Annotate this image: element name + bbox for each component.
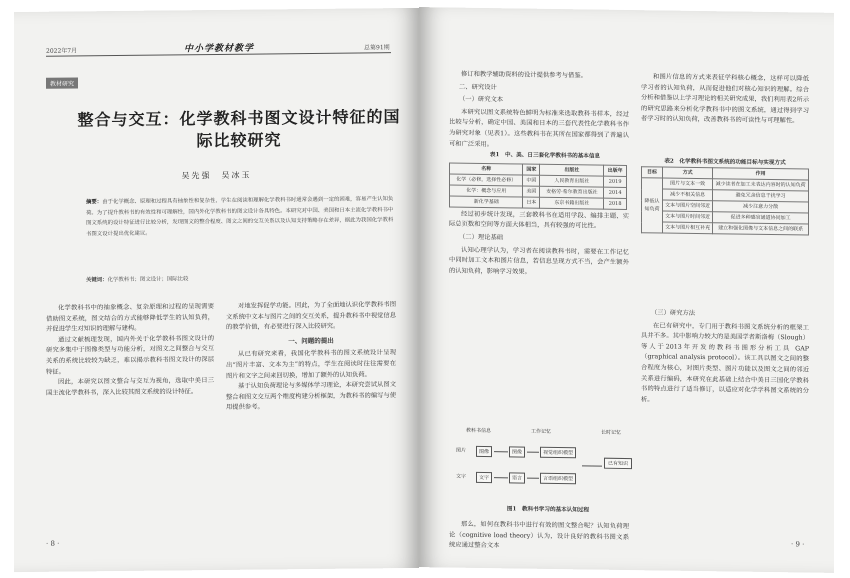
diagram-arrow (494, 477, 508, 478)
page-number: · 9 · (791, 540, 805, 549)
table-cell: 图片与文本一致 (663, 178, 713, 190)
subsection-heading: （一）研究文本 (459, 95, 504, 104)
page-number: · 8 · (46, 539, 60, 548)
table-header: 出版社 (540, 164, 604, 176)
table2 (641, 166, 809, 235)
table-cell: 避免冗余信息干扰学习 (713, 190, 809, 202)
keywords-text: 化学教科书；图文设计；国际比较 (107, 276, 189, 284)
table-cell: 文本与图片时间邻近 (663, 211, 713, 223)
table-cell: 2014 (604, 187, 627, 198)
diagram-arrow (527, 478, 539, 479)
section-heading: 一、问题的提出 (288, 336, 334, 346)
table1 (449, 162, 627, 209)
section-tag: 教材研究 (46, 77, 78, 88)
table-header: 目标 (642, 167, 663, 178)
table-cell: 麦格劳·希尔教育出版社 (540, 186, 604, 198)
keywords-label: 关键词： (86, 277, 108, 284)
diagram-node-img-rep: 图像 (509, 446, 525, 457)
header-date: 2022年7月 (46, 47, 78, 55)
table-cell: 建立和强化图像与文本信息之间的联系 (713, 223, 809, 235)
paragraph: 在已有研究中，专门用于教科书图文系统分析的框架工具并不多。其中影响力较大的是美国学者斯洛梅（Slough）等人于2013年开发的教科书图形分析工具 GAP（graphical analysis protocol）。该工具以图文之间的整合程度为核心，对图片类型、图片功能以及图文之间的邻近关系进行编码，本研究在此基础上结合中美日三国化学教科书的特点进行了适当修订，以适应对化学学科图文系统的分析。 (641, 321, 809, 404)
diagram-node-word-rep: 语言 (509, 472, 525, 483)
table-row (642, 222, 809, 235)
paragraph-after-figure: 那么，如何在教科书中进行有效的图文整合呢？认知负荷理论（cognitive load theory）认为，设计良好的教科书图文系统应通过整合文本 (449, 520, 629, 550)
paragraph: 本研究以图文系统特色鲜明为标准来选取教科书样本，经过比较与分析，确定中国、美国和日本的三套代表性化学教科书作为研究对象（见表1）。这些教科书在其所在国家都得到了普遍认可和广泛采用。 (449, 108, 629, 148)
diagram-node-verbal-model: 言语组织模型 (540, 473, 576, 485)
right-column-2-lower (641, 306, 809, 533)
table-cell: 日本 (523, 197, 540, 208)
table-row (450, 196, 627, 209)
keywords (86, 272, 396, 283)
table-header: 国家 (523, 164, 540, 175)
section-heading: 二、研究设计 (459, 83, 497, 91)
diagram-node-visual-model: 视觉组织模型 (540, 447, 576, 459)
article-authors: 吴先强 吴冰玉 (181, 170, 252, 181)
paragraph: 因此，本研究以图文整合与交互为视角，选取中美日三国主流化学教科书，深入比较其图文系统的设计特征。 (46, 377, 214, 397)
diagram-node-text: 文字 (476, 472, 492, 483)
journal-masthead: 中小学教材教学 (184, 43, 255, 55)
subsection-heading: （三）研究方法 (651, 309, 696, 317)
paragraph: 基于认知负荷理论与多媒体学习理论，本研究尝试从图文整合和图文交互两个维度构建分析框架，为教科书的编写与使用提供参考。 (226, 381, 397, 412)
table-cell: 减少不相关信息 (663, 189, 713, 201)
table-cell: 2019 (604, 176, 627, 187)
table-header: 作用 (713, 168, 809, 180)
abstract (86, 194, 396, 239)
right-column-2 (641, 72, 809, 127)
table-cell: 东京书籍出版社 (540, 197, 604, 209)
abstract-label: 摘要： (86, 199, 103, 206)
table-cell: 文本与图片空间邻近 (663, 200, 713, 212)
table-cell: 美国 (523, 186, 540, 197)
diagram-label: 文字 (456, 473, 467, 480)
table-cell: 化学（必修，选择性必修） (450, 174, 523, 186)
table2-caption: 表2 化学教科书图文系统的功能目标与实现方式 (664, 158, 786, 167)
paragraph: 对地发挥促学功能。因此，为了全面地认识化学教科书图文系统中文本与图片之间的交互关系，提升教科书中视觉信息的教学价值，有必要进行深入比较研究。 (226, 301, 397, 332)
table-cell: 人民教育出版社 (540, 175, 604, 187)
table-cell: 新化学基础 (450, 196, 523, 208)
figure1-diagram (454, 426, 642, 521)
diagram-label: 图片 (456, 447, 467, 454)
table-cell: 文本与图片相互补充 (663, 222, 713, 234)
left-column-1 (46, 302, 214, 399)
diagram-label: 长时记忆 (601, 429, 622, 436)
diagram-node-image: 图像 (476, 446, 492, 457)
table-cell: 降低认知负荷 (642, 178, 663, 233)
table-cell: 中国 (523, 175, 540, 186)
diagram-label: 教科书信息 (466, 427, 492, 435)
diagram-node-prior-knowledge: 已有知识 (604, 458, 632, 469)
table-header: 方式 (663, 167, 713, 179)
table1-caption: 表1 中、美、日三套化学教科书的基本信息 (489, 152, 601, 160)
paragraph: 认知心理学认为，学习者在阅读教科书时，需要在工作记忆中同时加工文本和图片信息，若信息呈现方式不当，会产生额外的认知负荷，影响学习效果。 (449, 246, 629, 276)
left-column-2 (226, 300, 396, 414)
table-cell: 减少注意力分散 (713, 201, 809, 213)
table-cell: 促进多种感官通道协同加工 (713, 212, 809, 224)
paragraph: 通过文献梳理发现，国内外关于化学教科书图文设计的研究多集中于图像类型与功能分析，对图文之间整合与交互关系的系统比较较为缺乏，难以揭示教科书图文设计的深层特征。 (46, 334, 214, 376)
table-header: 名称 (450, 163, 523, 175)
paragraph: 修订和教学辅助资料的设计提供参考与借鉴。 (461, 70, 587, 80)
paragraph: 和图片信息的方式来表征学科核心概念，这样可以降低学习者的认知负荷，从而促进他们对核心知识的理解。综合分析和借鉴以上学习理论的相关研究成果，我们利用表2所示的研究思路来分析化学教科书中的图文系统，通过得到学习者学习时的认知负荷，改善教科书的可读性与可理解性。 (641, 73, 809, 125)
left-page (14, 8, 419, 572)
table-cell: 减少读者在加工未表达内容时的认知负荷 (713, 179, 809, 191)
magazine-spread (14, 10, 834, 570)
figure1-caption: 图1 教科书学习的基本认知过程 (506, 506, 590, 514)
table-cell: 2018 (604, 198, 627, 209)
paragraph: 从已有研究来看，我国化学教科书的图文系统设计呈现出“图片丰富、文本为主”的特点，学生在阅读时往往需要在图片和文字之间来回切换，增加了额外的认知负荷。 (226, 349, 396, 380)
right-page (419, 7, 834, 573)
paragraph: 化学教科书中的抽象概念、复杂原理和过程的呈现需要借助图文系统，图文结合的方式能够降低学生的认知负荷，并促进学生对知识的理解与建构。 (46, 303, 214, 333)
article-title: 整合与交互：化学教科书图文设计特征的国际比较研究 (77, 107, 401, 151)
header-issue: 总第91期 (364, 44, 390, 52)
abstract-text: 由于化学概念、原理和过程具有抽象性和复杂性，学生在阅读和理解化学教科书时通常会遇到一定的困难，容易产生认知负荷。为了提升教科书的有效性和可理解性，国内外化学教科书的图文设计各具特色。本研究对中国、美国和日本主流化学教科书中图文系统的设计特征进行比较分析，发现图文的整合程度、图文之间的交互关系以及认知支持策略存在差异，据此为我国化学教科书图文设计提出优化建议。 (86, 196, 394, 237)
subsection-heading: （二）理论基础 (459, 233, 504, 242)
diagram-label: 工作记忆 (531, 428, 552, 435)
table2-block (641, 156, 809, 235)
diagram-arrow (527, 452, 539, 453)
diagram-arrow (582, 465, 602, 466)
table-header: 出版年 (604, 165, 627, 176)
paragraph: 经过初步统计发现，三套教科书在适用学段、编排主题、实际总页数和空间等方面大体相当，具有较强的可比性。 (449, 210, 629, 230)
diagram-arrow (494, 451, 508, 452)
table-cell: 化学：概念与应用 (450, 185, 523, 197)
